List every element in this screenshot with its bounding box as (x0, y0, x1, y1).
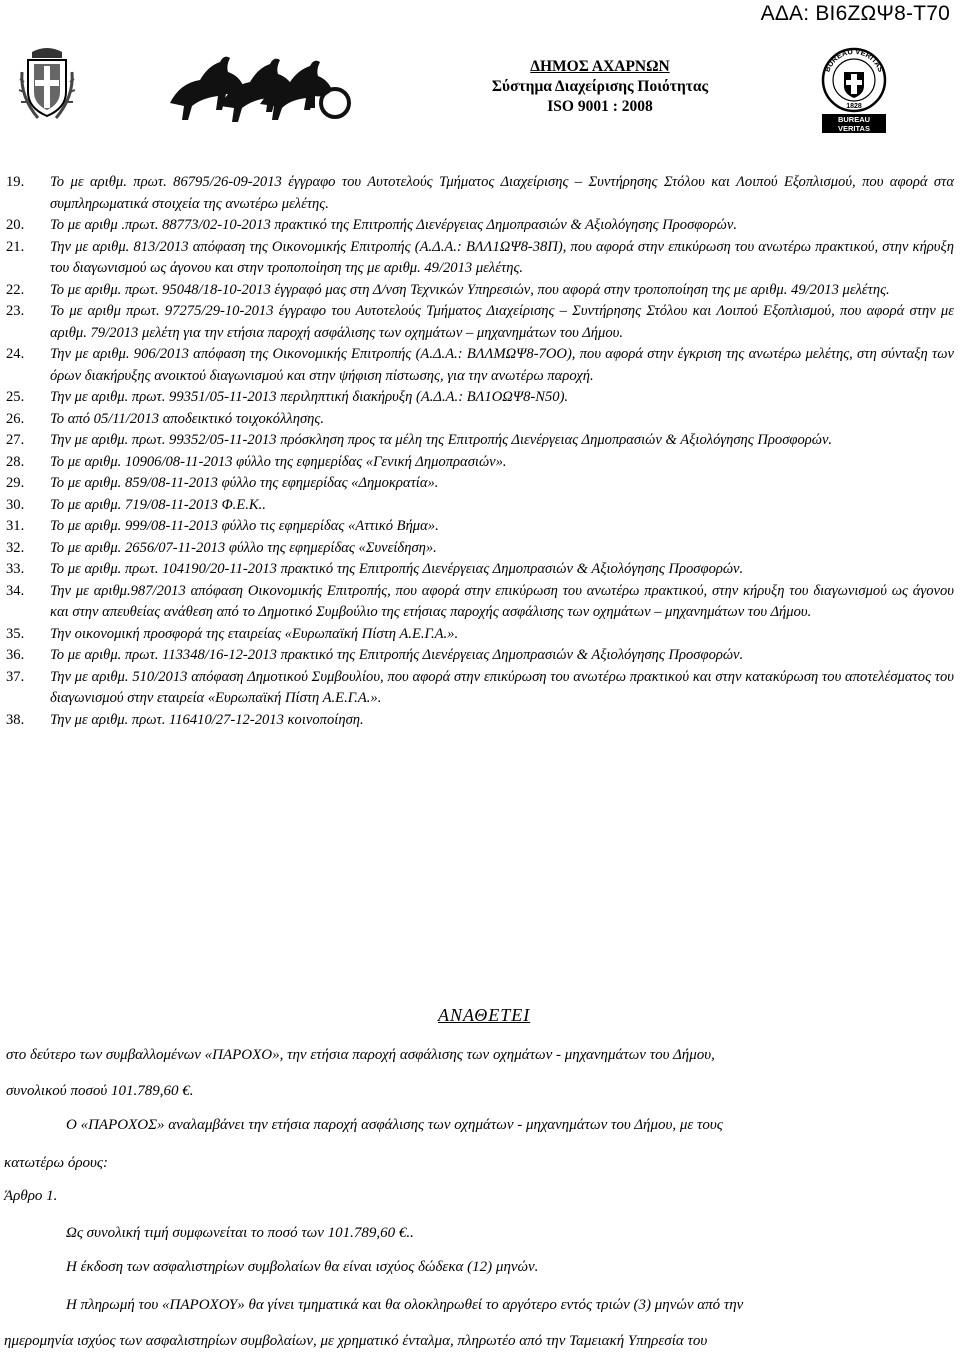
item-number: 38. (6, 711, 25, 728)
list-item (6, 473, 954, 495)
item-number: 34. (6, 582, 25, 599)
item-text: Την με αριθμ.987/2013 απόφαση Οικονομικής Επιτροπής, που αφορά στην επικύρωση του ανωτέρω πρακτικού, στην κήρυξη του διαγωνισμού ως άγονου και στην απευθείας ανάθεση από το Δημοτικό Συμβούλιο της ετήσιας παροχής ασφάλισης των οχημάτων – μηχανημάτων του Δήμου. (50, 582, 954, 620)
item-number: 32. (6, 539, 25, 556)
list-item (6, 344, 954, 387)
item-number: 31. (6, 518, 25, 534)
item-text: Το με αριθμ. 10906/08-11-2013 φύλλο της εφημερίδας «Γενική Δημοπρασιών». (50, 453, 507, 470)
list-item (6, 237, 954, 280)
item-number: 36. (6, 647, 25, 663)
list-item (6, 667, 954, 710)
item-text: Την με αριθμ. 510/2013 απόφαση Δημοτικού Συμβουλίου, που αφορά στην επικύρωση του ανωτέρω πρακτικού και στην κατακύρωση του αποτελέσματος του διαγωνισμού στην εταιρεία «Ευρωπαϊκή Πίστη Α.Ε.Γ.Α.». (50, 668, 954, 706)
quality-system: Σύστημα Διαχείρισης Ποιότητας (491, 78, 709, 95)
decision-heading: ΑΝΑΘΕΤΕΙ (438, 1005, 531, 1025)
list-item (6, 452, 954, 474)
bv-box-line1: BUREAU (837, 115, 871, 124)
item-number: 35. (6, 625, 25, 642)
list-item (6, 581, 954, 624)
item-text: Την οικονομική προσφορά της εταιρείας «Ευρωπαϊκή Πίστη Α.Ε.Γ.Α.». (50, 625, 459, 642)
item-text: Το με αριθμ πρωτ. 97275/29-10-2013 έγγραφο του Αυτοτελούς Τμήματος Διαχείρισης – Συντήρησης Στόλου και Λοιπού Εξοπλισμού, που αφορά στην με αριθμ. 79/2013 μελέτη για την ετήσια παροχή ασφάλισης των οχημάτων – μηχανημάτων του Δήμου. (50, 303, 954, 341)
list-item (6, 495, 954, 517)
item-text: Το με αριθμ. πρωτ. 86795/26-09-2013 έγγραφο του Αυτοτελούς Τμήματος Διαχείρισης – Συντήρησης Στόλου και Λοιπού Εξοπλισμού, που αφορά στα συμπληρωματικά στοιχεία της ανωτέρω μελέτης. (50, 174, 954, 212)
list-item (6, 301, 954, 344)
list-item (6, 710, 954, 732)
header-title (440, 57, 760, 117)
item-text: Το με αριθμ. πρωτ. 113348/16-12-2013 πρακτικό της Επιτροπής Διενέργειας Δημοπρασιών & Αξιολόγησης Προσφορών. (50, 647, 744, 663)
iso-standard: ISO 9001 : 2008 (547, 98, 653, 115)
article-line: Η πληρωμή του «ΠΑΡΟΧΟΥ» θα γίνει τμηματικά και θα ολοκληρωθεί το αργότερο εντός τριών (3) μηνών από την (66, 1297, 744, 1313)
item-number: 22. (6, 281, 25, 298)
provider-paragraph-line2: κατωτέρω όρους: (4, 1155, 109, 1171)
article-line: Ως συνολική τιμή συμφωνείται το ποσό των 101.789,60 €.. (66, 1225, 414, 1241)
item-text: Το με αριθμ. 859/08-11-2013 φύλλο της εφημερίδας «Δημοκρατία». (50, 475, 439, 491)
list-item (6, 215, 954, 237)
item-text: Το με αριθμ. 999/08-11-2013 φύλλο τις εφημερίδας «Αττικό Βήμα». (50, 518, 439, 534)
item-number: 28. (6, 453, 25, 470)
item-number: 33. (6, 561, 25, 577)
item-text: Το με αριθμ. πρωτ. 95048/18-10-2013 έγγραφό μας στη Δ/νση Τεχνικών Υπηρεσιών, που αφορά στην τροποποίηση της με αριθμ. 49/2013 μελέτης. (50, 281, 890, 298)
item-text: Το με αριθμ .πρωτ. 88773/02-10-2013 πρακτικό της Επιτροπής Διενέργειας Δημοπρασιών & Αξιολόγησης Προσφορών. (50, 217, 737, 233)
item-number: 29. (6, 475, 25, 491)
list-item (6, 538, 954, 560)
provider-paragraph-line1: Ο «ΠΑΡΟΧΟΣ» αναλαμβάνει την ετήσια παροχή ασφάλισης των οχημάτων - μηχανημάτων του Δήμου, με τους (66, 1117, 723, 1133)
item-number: 25. (6, 389, 25, 405)
item-text: Την με αριθμ. πρωτ. 99352/05-11-2013 πρόσκληση προς τα μέλη της Επιτροπής Διενέργειας Δημοπρασιών & Αξιολόγησης Προσφορών. (50, 432, 833, 448)
greek-emblem-icon (18, 42, 76, 124)
item-text: Το με αριθμ. πρωτ. 104190/20-11-2013 πρακτικό της Επιτροπής Διενέργειας Δημοπρασιών & Αξιολόγησης Προσφορών. (50, 561, 744, 577)
item-text: Το από 05/11/2013 αποδεικτικό τοιχοκόλλησης. (50, 410, 324, 427)
item-text: Την με αριθμ. 906/2013 απόφαση της Οικονομικής Επιτροπής (Α.Δ.Α.: ΒΛΛΜΩΨ8-7ΟΟ), που αφορά στην έγκριση της ανωτέρω μελέτης, στη σύνταξη των όρων διακήρυξης ανοικτού διαγωνισμού και στην ψήφιση πίστωσης, για την ανωτέρω παροχή. (50, 346, 954, 384)
item-number: 37. (6, 668, 25, 685)
list-item (6, 430, 954, 452)
item-number: 19. (6, 174, 25, 190)
bv-year: 1828 (846, 103, 862, 110)
bureau-veritas-logo (820, 42, 888, 134)
item-number: 26. (6, 410, 25, 427)
horses-chariot-logo (160, 48, 360, 128)
list-item (6, 624, 954, 646)
item-text: Το με αριθμ. 719/08-11-2013 Φ.Ε.Κ.. (50, 496, 266, 513)
assignment-paragraph-line1: στο δεύτερο των συμβαλλομένων «ΠΑΡΟΧΟ», την ετήσια παροχή ασφάλισης των οχημάτων - μηχανημάτων του Δήμου, (6, 1047, 715, 1063)
item-text: Την με αριθμ. 813/2013 απόφαση της Οικονομικής Επιτροπής (Α.Δ.Α.: ΒΛΛ1ΩΨ8-38Π), που αφορά στην επικύρωση του ανωτέρω πρακτικού, στην κήρυξη του διαγωνισμού ως άγονου και στην τροποποίηση της με αριθμ. 49/2013 μελέτης. (50, 238, 954, 276)
municipality-name: ΔΗΜΟΣ ΑΧΑΡΝΩΝ (530, 58, 670, 75)
item-number: 24. (6, 346, 25, 362)
item-number: 20. (6, 217, 25, 233)
article-line: ημερομηνία ισχύος των ασφαλιστηρίων συμβολαίων, με χρηματικό ένταλμα, πληρωτέο από την Ταμειακή Υπηρεσία του (4, 1333, 708, 1349)
item-text: Το με αριθμ. 2656/07-11-2013 φύλλο της εφημερίδας «Συνείδηση». (50, 539, 437, 556)
item-number: 21. (6, 238, 25, 255)
bv-box-line2: VERITAS (838, 124, 870, 133)
list-item (6, 516, 954, 538)
assignment-paragraph-line2: συνολικού ποσού 101.789,60 €. (6, 1083, 194, 1099)
list-item (6, 645, 954, 667)
list-item (6, 409, 954, 431)
article-title: Άρθρο 1. (4, 1188, 58, 1204)
ada-code: ΑΔΑ: ΒΙ6ΖΩΨ8-Τ70 (760, 2, 950, 25)
item-text: Την με αριθμ. πρωτ. 99351/05-11-2013 περιληπτική διακήρυξη (Α.Δ.Α.: ΒΛ1ΟΩΨ8-Ν50). (50, 389, 569, 405)
list-item (6, 172, 954, 215)
article-line: Η έκδοση των ασφαλιστηρίων συμβολαίων θα είναι ισχύος δώδεκα (12) μηνών. (66, 1259, 539, 1275)
item-number: 27. (6, 432, 25, 448)
list-item (6, 559, 954, 581)
item-text: Την με αριθμ. πρωτ. 116410/27-12-2013 κοινοποίηση. (50, 711, 364, 728)
item-number: 30. (6, 496, 25, 513)
list-item (6, 280, 954, 302)
list-item (6, 387, 954, 409)
reference-list (6, 172, 954, 731)
bv-arc-text: BUREAU VERITAS (822, 46, 886, 74)
item-number: 23. (6, 303, 25, 319)
